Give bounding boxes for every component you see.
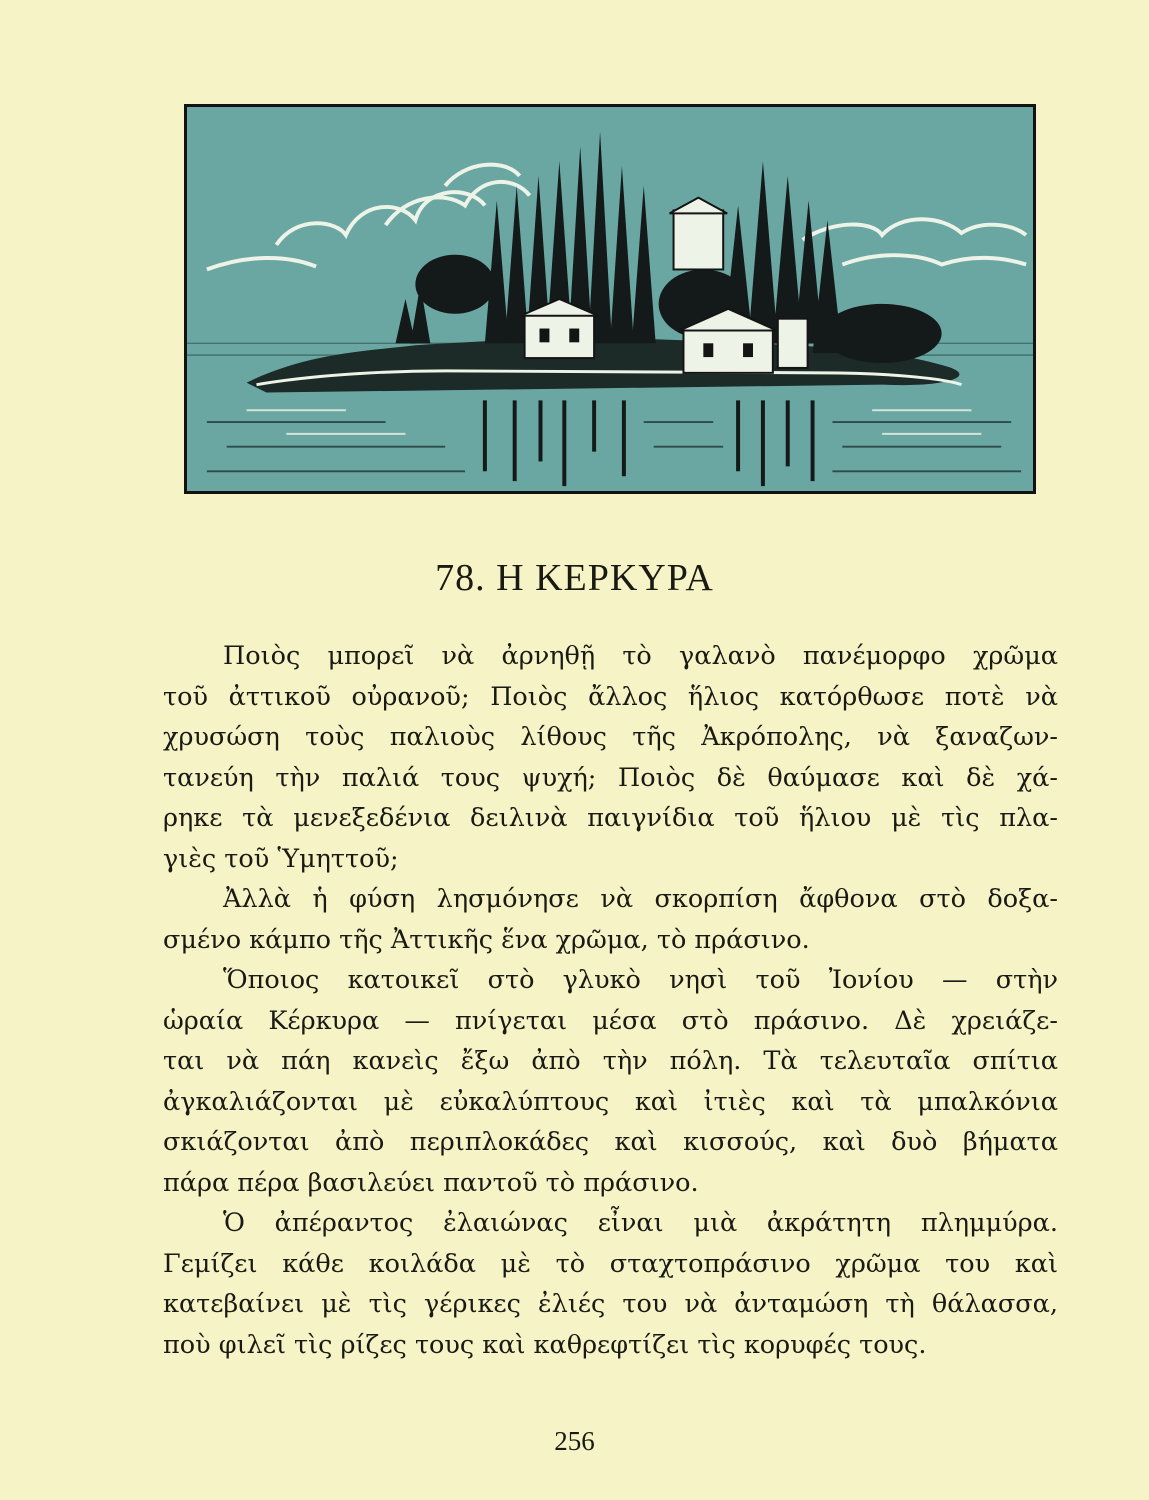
paragraph-3	[163, 960, 1058, 1203]
text-line: ὡραία Κέρκυρα — πνίγεται μέσα στὸ πράσινο. Δὲ χρειάζε-	[163, 1005, 1058, 1036]
text-line: σμένο κάμπο τῆς Ἀττικῆς ἕνα χρῶμα, τὸ πράσινο.	[163, 924, 810, 955]
text-line: Ποιὸς μπορεῖ νὰ ἀρνηθῇ τὸ γαλανὸ πανέμορφο χρῶμα	[223, 641, 1058, 671]
chapter-title: 78. Η ΚΕΡΚΥΡΑ	[435, 557, 714, 599]
text-line: χρυσώση τοὺς παλιοὺς λίθους τῆς Ἀκρόπολης, νὰ ξαναζων-	[163, 722, 1058, 752]
text-line: ποὺ φιλεῖ τὶς ρίζες τους καὶ καθρεφτίζει τὶς κορυφές τους.	[163, 1329, 927, 1360]
text-line: πάρα πέρα βασιλεύει παντοῦ τὸ πράσινο.	[163, 1167, 699, 1198]
text-line: Ὁ ἀπέραντος ἐλαιώνας εἶναι μιὰ ἀκράτητη πλημμύρα.	[223, 1208, 1058, 1238]
paragraph-2	[163, 879, 1058, 960]
text-line: ρηκε τὰ μενεξεδένια δειλινὰ παιγνίδια τοῦ ἥλιου μὲ τὶς πλα-	[163, 803, 1058, 833]
text-line: γιὲς τοῦ Ὑμηττοῦ;	[163, 843, 399, 874]
text-line: κατεβαίνει μὲ τὶς γέρικες ἐλιές του νὰ ἀνταμώση τὴ θάλασσα,	[163, 1289, 1058, 1319]
text-line: ται νὰ πάη κανεὶς ἔξω ἀπὸ τὴν πόλη. Τὰ τελευταῖα σπίτια	[163, 1046, 1058, 1076]
chapter-body	[163, 636, 1058, 1365]
text-line: τοῦ ἀττικοῦ οὐρανοῦ; Ποιὸς ἄλλος ἥλιος κατόρθωσε ποτὲ νὰ	[163, 681, 1058, 712]
page-number: 256	[554, 1426, 595, 1456]
island-illustration	[184, 104, 1036, 494]
text-line: Ἀλλὰ ἡ φύση λησμόνησε νὰ σκορπίση ἄφθονα στὸ δοξα-	[223, 884, 1058, 914]
paragraph-4	[163, 1203, 1058, 1365]
island-drawing	[187, 107, 1033, 491]
paragraph-1	[163, 636, 1058, 879]
text-line: ἀγκαλιάζονται μὲ εὐκαλύπτους καὶ ἰτιὲς καὶ τὰ μπαλκόνια	[163, 1086, 1058, 1117]
text-line: τανεύη τὴν παλιά τους ψυχή; Ποιὸς δὲ θαύμασε καὶ δὲ χά-	[163, 762, 1058, 793]
text-line: Γεμίζει κάθε κοιλάδα μὲ τὸ σταχτοπράσινο χρῶμα του καὶ	[163, 1248, 1058, 1279]
text-line: σκιάζονται ἀπὸ περιπλοκάδες καὶ κισσούς, καὶ δυὸ βήματα	[163, 1127, 1058, 1157]
text-line: Ὅποιος κατοικεῖ στὸ γλυκὸ νησὶ τοῦ Ἰονίου — στὴν	[223, 965, 1058, 995]
